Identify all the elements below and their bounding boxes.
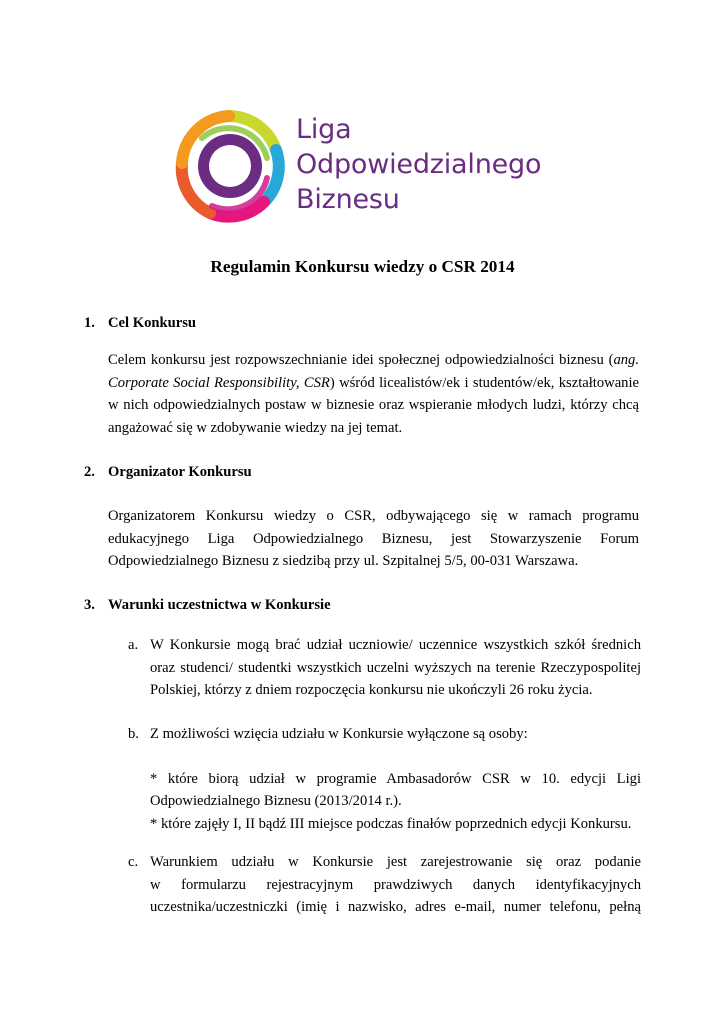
organization-logo [172, 108, 562, 223]
list-item-line: w formularzu rejestracyjnym prawdziwych danych identyfikacyjnych [150, 876, 641, 893]
section-2-heading [84, 461, 644, 483]
section-number: 1. [84, 315, 95, 331]
logo-wordmark [296, 112, 541, 217]
paragraph-line: Corporate Social Responsibility, CSR) wśród licealistów/ek i studentów/ek, kształtowanie [108, 374, 639, 391]
logo-line-3: Biznesu [296, 184, 400, 215]
paragraph-line: Organizatorem Konkursu wiedzy o CSR, odbywającego się w ramach programu [108, 508, 639, 524]
list-item-line: uczestnika/uczestniczki (imię i nazwisko, adres e-mail, numer telefonu, pełną [150, 899, 641, 915]
paragraph-line: Odpowiedzialnego Biznesu z siedzibą przy ul. Szpitalnej 5/5, 00-031 Warszawa. [108, 553, 579, 569]
paragraph-line: edukacyjnego Liga Odpowiedzialnego Biznesu, jest Stowarzyszenie Forum [108, 530, 639, 547]
logo-line-2: Odpowiedzialnego [296, 149, 542, 180]
list-marker: b. [128, 726, 139, 742]
list-item-line: * które biorą udział w programie Ambasadorów CSR w 10. edycji Ligi [150, 770, 641, 787]
section-1-heading [84, 312, 644, 334]
section-number: 2. [84, 464, 95, 480]
paragraph-line: angażować się w zdobywanie wiedzy na jej temat. [108, 419, 403, 436]
list-marker: c. [128, 854, 139, 870]
section-title: Warunki uczestnictwa w Konkursie [108, 597, 331, 613]
paragraph-line: Celem konkursu jest rozpowszechnianie idei społecznej odpowiedzialności biznesu (ang. [108, 352, 639, 368]
section-2-paragraph [108, 505, 639, 573]
section-title: Cel Konkursu [108, 315, 196, 331]
list-item-line: Odpowiedzialnego Biznesu (2013/2014 r.). [150, 793, 402, 809]
logo-rings-icon [172, 108, 287, 223]
section-1-paragraph [108, 349, 639, 439]
section-title: Organizator Konkursu [108, 464, 252, 480]
logo-line-1: Liga [296, 114, 352, 145]
list-item-line: Z możliwości wzięcia udziału w Konkursie wyłączone są osoby: [150, 726, 528, 742]
paragraph-line: w nich odpowiedzialnych postaw w biznesie oraz wspieranie młodych ludzi, którzy chcą [108, 397, 639, 413]
list-item-line: Polskiej, którzy z dniem rozpoczęcia konkursu nie ukończyli 26 roku życia. [150, 682, 593, 698]
section-3-heading [84, 594, 644, 616]
list-marker: a. [128, 637, 139, 653]
document-title: Regulamin Konkursu wiedzy o CSR 2014 [210, 257, 515, 276]
list-item-line: * które zajęły I, II bądź III miejsce podczas finałów poprzednich edycji Konkursu. [150, 815, 632, 832]
list-item-line: Warunkiem udziału w Konkursie jest zarejestrowanie się oraz podanie [150, 854, 641, 870]
section-number: 3. [84, 597, 95, 613]
list-item-line: W Konkursie mogą brać udział uczniowie/ uczennice wszystkich szkół średnich [150, 637, 641, 653]
list-item-line: oraz studenci/ studentki wszystkich uczelni wyższych na terenie Rzeczypospolitej [150, 659, 641, 676]
